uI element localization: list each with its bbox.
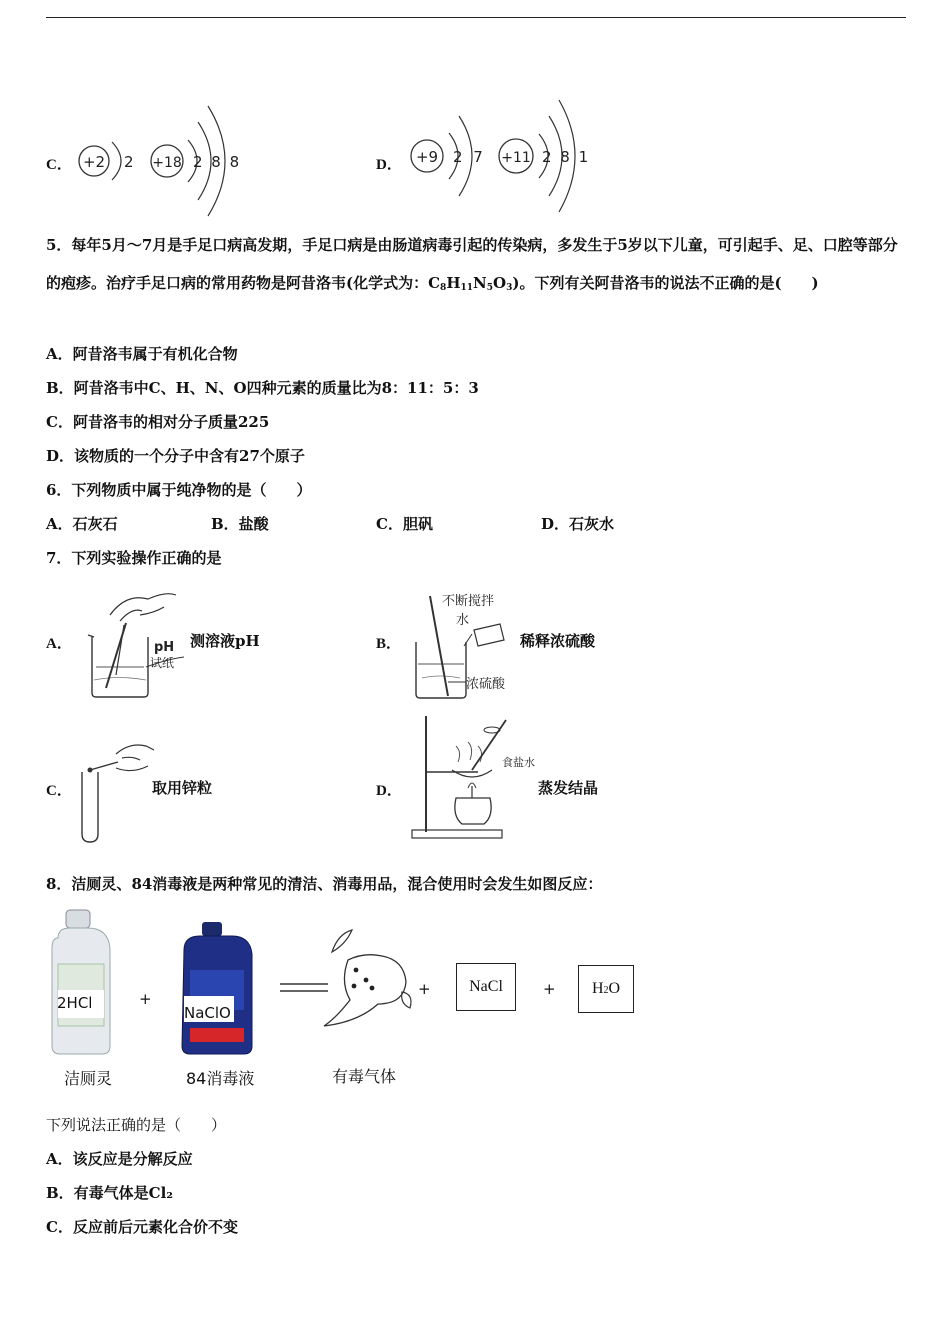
q8-option-b: B．有毒气体是Cl₂ — [46, 1184, 173, 1202]
q8-stem: 8．洁厕灵、84消毒液是两种常见的清洁、消毒用品，混合使用时会发生如图反应： — [46, 875, 603, 893]
q7-a-ph-label: pH — [154, 640, 175, 655]
q7-stem: 7．下列实验操作正确的是 — [46, 549, 222, 567]
plus-3: + — [543, 980, 556, 998]
top-rule — [46, 17, 906, 18]
q7-option-d-caption: 蒸发结晶 — [538, 779, 599, 797]
q5-option-c: C．阿昔洛韦的相对分子质量225 — [46, 413, 270, 431]
q6-option-a: A．石灰石 — [46, 515, 118, 533]
q8-option-a: A．该反应是分解反应 — [46, 1150, 193, 1168]
toxic-gas-cloud — [318, 922, 418, 1032]
q4-d-atom1-shells: 2 7 — [453, 148, 486, 166]
q7-b-water-label: 水 — [456, 613, 470, 628]
q5-option-b: B．阿昔洛韦中C、H、N、O四种元素的质量比为8：11：5：3 — [46, 379, 479, 397]
q4-option-d-label: D． — [376, 157, 402, 173]
bottle1-formula: 2HCl — [57, 994, 93, 1012]
q7-b-acid-label: 浓硫酸 — [466, 677, 506, 692]
q4-option-c-label: C． — [46, 157, 72, 173]
q7-d-evaporation-illustration — [408, 712, 538, 842]
q4-c-atom2-nucleus: +18 — [152, 155, 182, 171]
q4-d-atom2-nucleus: +11 — [501, 150, 531, 166]
q4-d-atom2-shells: 2 8 1 — [542, 148, 590, 166]
gas-caption: 有毒气体 — [332, 1067, 397, 1086]
q7-option-c-caption: 取用锌粒 — [152, 779, 213, 797]
q7-b-stir-label: 不断搅拌 — [442, 594, 495, 609]
q4-c-atom1-shells: 2 — [124, 153, 134, 171]
bleach-bottle — [176, 920, 258, 1056]
bottle2-formula: NaClO — [184, 1004, 231, 1022]
q7-option-a-caption: 测溶液pH — [190, 632, 260, 650]
q7-d-salt-water-label: 食盐水 — [502, 756, 535, 769]
q4-option-c-diagram — [72, 100, 242, 218]
q6-option-b: B．盐酸 — [211, 515, 269, 533]
q7-b-dilution-illustration — [408, 590, 518, 702]
q8-option-c: C．反应前后元素化合价不变 — [46, 1218, 238, 1236]
plus-2: + — [418, 980, 431, 998]
q7-option-a-label: A． — [46, 636, 72, 652]
nacl-product-box: NaCl — [456, 963, 516, 1011]
q5-option-a: A．阿昔洛韦属于有机化合物 — [46, 345, 238, 363]
q4-c-atom2-shells: 2 8 8 — [193, 153, 242, 171]
q6-stem: 6．下列物质中属于纯净物的是（ ） — [46, 481, 312, 499]
bottle1-caption: 洁厕灵 — [64, 1069, 113, 1088]
toilet-cleaner-bottle — [48, 908, 118, 1056]
plus-1: + — [139, 990, 152, 1008]
q4-option-d-diagram — [405, 98, 590, 216]
q4-c-atom1-nucleus: +2 — [82, 153, 106, 171]
q4-d-atom1-nucleus: +9 — [415, 148, 439, 166]
q7-option-b-caption: 稀释浓硫酸 — [520, 632, 596, 650]
bottle2-caption: 84消毒液 — [186, 1069, 255, 1088]
q7-option-c-label: C． — [46, 783, 72, 799]
q5-stem: 5．每年5月～7月是手足口病高发期，手足口病是由肠道病毒引起的传染病，多发生于5岁以下儿童，可引起手、足、口腔等部分的疱疹。治疗手足口病的常用药物是阿昔洛韦(化学式为：$C_8H_{11}N_5O_3$)。下列有关阿昔洛韦的说法不正确的是( ) — [46, 236, 898, 293]
q7-a-ph-test-illustration — [80, 585, 190, 700]
q6-option-d: D．石灰水 — [541, 515, 615, 533]
q7-a-test-paper-label: 试纸 — [150, 656, 175, 670]
q7-option-d-label: D． — [376, 783, 402, 799]
q8-question: 下列说法正确的是（ ） — [46, 1116, 227, 1134]
q6-option-c: C．胆矾 — [376, 515, 433, 533]
q7-c-zinc-illustration — [78, 740, 158, 845]
q5-option-d: D．该物质的一个分子中含有27个原子 — [46, 447, 305, 465]
q7-option-b-label: B． — [376, 636, 402, 652]
water-product-box: H2O — [578, 965, 634, 1013]
